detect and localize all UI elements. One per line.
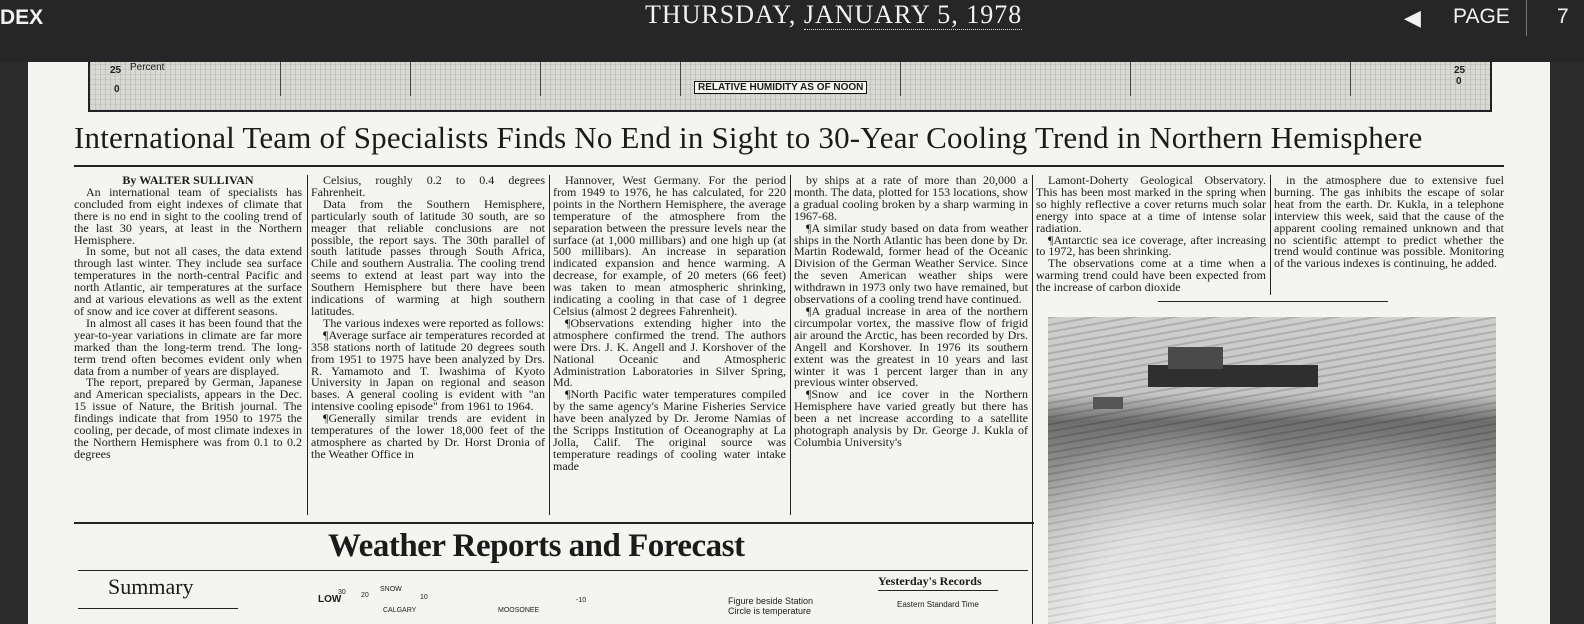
- paragraph: ¶Generally similar trends are evident in temperatures of the lower 18,000 feet of the atmosphere as charted by Dr. Horst Dronia of the Weather Office in: [311, 411, 545, 461]
- paragraph: in the atmosphere due to extensive fuel burning. The gas inhibits the escape of solar heat from the earth. Dr. Kukla, in a telephone interview this week, said that the cause of the apparent cooling remained unknown and that no scientific attempt to predict whether the trend would continue was possible. Monitoring of the various indexes is continuing, he added.: [1274, 175, 1504, 271]
- ship-cabin: [1168, 347, 1223, 369]
- gridline: [410, 62, 411, 96]
- paragraph: Lamont-Doherty Geological Observatory. This has been most marked in the spring when so highly reflective a cover returns much solar energy into space at a time of intense solar radiation.: [1036, 175, 1266, 235]
- map-figure-note: [728, 596, 813, 616]
- article-headline: International Team of Specialists Finds No End in Sight to 30-Year Cooling Trend in Northern Hemisphere: [74, 120, 1423, 155]
- humidity-caption: RELATIVE HUMIDITY AS OF NOON: [694, 81, 867, 94]
- article-end-rule: [1158, 301, 1388, 302]
- humidity-y-label-0: 0: [114, 84, 120, 95]
- map-low-label: LOW: [318, 594, 342, 605]
- paragraph: An international team of specialists has concluded from eight indexes of climate that there is no end in sight to the cooling trend of the last 30 years, at least in the Northern Hemisphere.: [74, 184, 302, 247]
- map-label: MOOSONEE: [498, 607, 540, 614]
- humidity-y-label-25-right: 25: [1454, 65, 1466, 76]
- viewer-top-bar: [0, 0, 1584, 62]
- column-divider: [549, 175, 550, 515]
- paragraph: ¶A gradual increase in area of the northern circumpolar vortex, the massive flow of frigid air around the Arctic, has been recorded by Drs. Angell and Korshover. In 1976 its southern extent was the greatest in 10 years and last winter it was 1 percent larger than in any previous winter observed.: [794, 303, 1028, 390]
- page-label[interactable]: PAGE: [1453, 5, 1510, 28]
- paragraph: Data from the Southern Hemisphere, particularly south of latitude 30 south, are so meager that reliable conclusions are not possible, the report says. The 30th parallel of south latitude passes through South Africa, Chile and southern Australia. The cooling trend seems to extend at least part way into the Southern Hemisphere but there have been indications of warming at high southern latitudes.: [311, 196, 545, 318]
- weather-section-title: Weather Reports and Forecast: [328, 528, 745, 564]
- gridline: [900, 62, 901, 96]
- article-column-1: [74, 175, 302, 515]
- article-column-2: [311, 175, 545, 515]
- headline-rule: [74, 165, 1504, 167]
- article-column-5: [1036, 175, 1266, 300]
- column-divider: [1032, 175, 1033, 624]
- paragraph: ¶A similar study based on data from weather ships in the North Atlantic has been done by Dr. Martin Rodewald, former head of the Oceanic Division of the German Weather Service. Since the seven American weather ships were withdrawn in 1973 only two have remained, but observations of a cooling trend have continued.: [794, 220, 1028, 307]
- map-label: 20: [361, 592, 369, 599]
- column-divider: [790, 175, 791, 515]
- weather-rule: [78, 570, 1028, 571]
- records-heading: Yesterday's Records: [878, 574, 982, 588]
- map-label: 30: [338, 589, 346, 596]
- issue-date: [645, 0, 1022, 30]
- paragraph: In almost all cases it has been found that the year-to-year variations in climate are far more marked than the long-term trend. The long-term trend often becomes evident only when data from a number of years are displayed.: [74, 315, 302, 378]
- paragraph: Hannover, West Germany. For the period from 1949 to 1976, he has calculated, for 220 points in the Northern Hemisphere, the average temperature of the atmosphere from the separation between the pressure levels near the surface (at 1,000 millibars) and one high up (at 500 millibars). An increase in separation indicated expansion and hence warming. A decrease, for example, of 20 meters (66 feet) was taken to mean atmospheric shrinking, indicating a cooling in that case of 1 degree Celsius (almost 2 degrees Fahrenheit).: [553, 175, 786, 318]
- records-subheading: Eastern Standard Time: [897, 600, 979, 609]
- paragraph: In some, but not all cases, the data extend through last winter. They include sea surface temperatures in the north-central Pacific and north Atlantic, air temperatures at the surface and at various elevations as well as the extent of snow and ice cover at different seasons.: [74, 244, 302, 318]
- ship-distant: [1093, 397, 1123, 409]
- article-column-6: [1274, 175, 1504, 300]
- map-figure-note-line: Figure beside Station: [728, 596, 814, 606]
- humidity-y-label-25: 25: [110, 65, 122, 76]
- paragraph: ¶Snow and ice cover in the Northern Hemisphere have varied greatly but there has been a net increase according to a satellite photograph analysis by Dr. George J. Kukla of Columbia University's: [794, 387, 1028, 449]
- paragraph: Celsius, roughly 0.2 to 0.4 degrees Fahrenheit.: [311, 175, 545, 199]
- paragraph: by ships at a rate of more than 20,000 a month. The data, plotted for 153 locations, show a gradual cooling broken by a sharp warming in 1967-68.: [794, 175, 1028, 223]
- map-label: CALGARY: [383, 607, 417, 614]
- paragraph: The observations come at a time when a warming trend could have been expected from the increase of carbon dioxide: [1036, 256, 1266, 295]
- section-rule: [74, 522, 1034, 524]
- viewer-margin: [1550, 62, 1584, 624]
- gridline: [280, 62, 281, 96]
- paragraph: ¶Antarctic sea ice coverage, after increasing to 1972, has been shrinking.: [1036, 232, 1266, 259]
- issue-weekday: THURSDAY,: [645, 0, 797, 29]
- column-divider: [307, 175, 308, 515]
- weather-summary-heading: Summary: [108, 574, 194, 599]
- previous-page-icon[interactable]: ◀: [1404, 6, 1421, 31]
- paragraph: ¶North Pacific water temperatures compiled by the same agency's Marine Fisheries Service have been analyzed by Dr. Jerome Namias of the Scripps Institution of Oceanography at La Jolla, Calif. The original source was temperature readings of cooling water intake made: [553, 387, 786, 473]
- records-rule: [878, 590, 998, 591]
- summary-rule: [78, 608, 238, 609]
- paragraph: The report, prepared by German, Japanese and American specialists, appears in the Dec. 15 issue of Nature, the British journal. The findings indicate that from 1950 to 1975 the cooling, per decade, of most climate indexes in the Northern Hemisphere was from 0.1 to 0.2 degrees: [74, 375, 302, 461]
- gridline: [1130, 62, 1131, 96]
- map-label: SNOW: [380, 586, 402, 593]
- paragraph: ¶Average surface air temperatures recorded at 358 stations north of latitude 20 degrees south from 1951 to 1975 have been analyzed by Drs. R. Yamamoto and T. Iwashima of Kyoto University in Japan on regional and season bases. A general cooling is evident with "an intensive cooling episode" from 1961 to 1964.: [311, 327, 545, 414]
- issue-date-link[interactable]: JANUARY 5, 1978: [803, 0, 1023, 29]
- gridline: [540, 62, 541, 96]
- ice-ship-photo[interactable]: [1048, 317, 1496, 624]
- humidity-chart-strip: [88, 62, 1492, 112]
- map-label: 10: [420, 594, 428, 601]
- byline: By WALTER SULLIVAN: [122, 175, 254, 187]
- humidity-unit-label: Percent: [130, 62, 165, 73]
- column-divider: [1270, 175, 1271, 295]
- newspaper-page: [28, 62, 1550, 624]
- paragraph: ¶Observations extending higher into the atmosphere confirmed the trend. The authors were Drs. J. K. Angell and J. Korshover of the National Oceanic and Atmospheric Administration Laboratories in Silver Spring, Md.: [553, 315, 786, 390]
- gridline: [680, 62, 681, 96]
- gridline: [1350, 62, 1351, 96]
- article-column-3: [553, 175, 786, 515]
- humidity-y-label-0-right: 0: [1456, 76, 1462, 87]
- page-number[interactable]: 7: [1526, 0, 1584, 36]
- section-index-label[interactable]: DEX: [0, 6, 44, 29]
- map-label: -10: [576, 597, 587, 604]
- article-column-4: [794, 175, 1028, 515]
- map-figure-note-line: Circle is temperature: [728, 606, 812, 616]
- paragraph: The various indexes were reported as follows:: [323, 315, 545, 330]
